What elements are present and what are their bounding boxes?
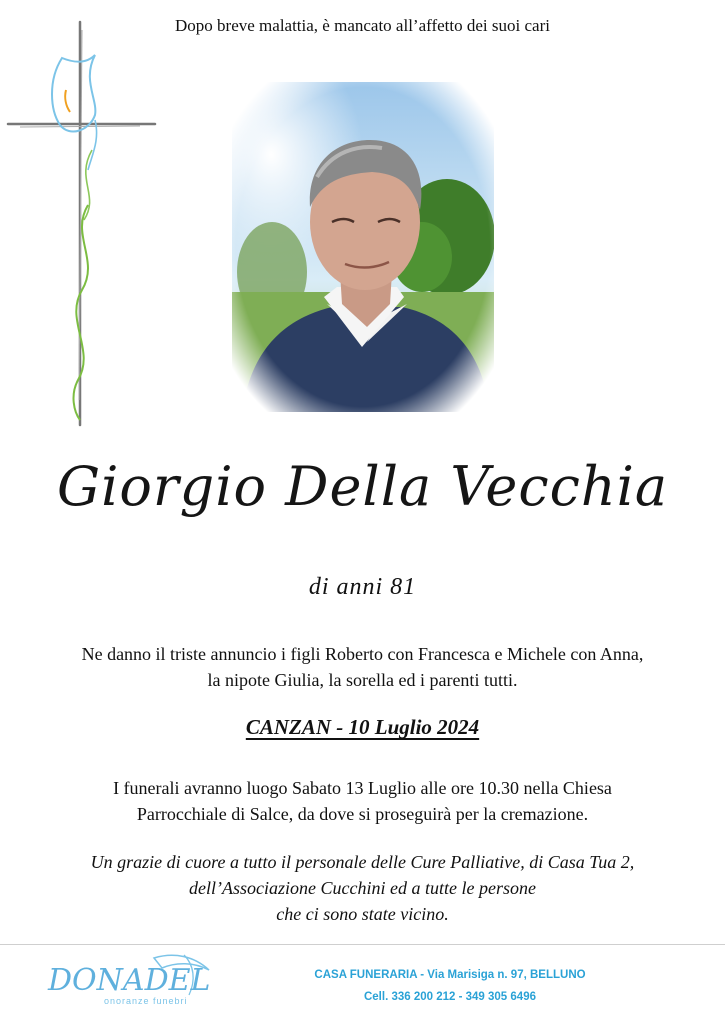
place-date-text: CANZAN - 10 Luglio 2024 (245, 715, 480, 739)
announcement-line: Ne danno il triste annuncio i figli Roberto con Francesca e Michele con Anna, (81, 644, 644, 664)
thanks-text (0, 849, 725, 927)
contact-phone: Cell. 336 200 212 - 349 305 6496 (363, 991, 536, 1003)
funeral-line: Parrocchiale di Salce, da dove si proseguirà per la cremazione. (136, 804, 589, 824)
announcement-text (0, 641, 725, 693)
cross-with-calla-lily-icon (0, 20, 170, 440)
donadel-logo (44, 950, 219, 1012)
deceased-name: Giorgio Della Vecchia (56, 455, 669, 518)
contact-address: CASA FUNERARIA - Via Marisiga n. 97, BELLUNO (314, 969, 586, 981)
portrait-photo (232, 82, 494, 412)
footer-divider (0, 944, 725, 945)
logo-wordmark: DONADEL (48, 963, 211, 998)
place-date (0, 715, 725, 740)
funeral-line: I funerali avranno luogo Sabato 13 Luglio alle ore 10.30 nella Chiesa (113, 778, 612, 798)
thanks-line: che ci sono state vicino. (276, 904, 449, 924)
deceased-age: di anni 81 (308, 574, 417, 600)
thanks-line: Un grazie di cuore a tutto il personale delle Cure Palliative, di Casa Tua 2, (90, 852, 635, 872)
funeral-info (0, 775, 725, 827)
logo-subtitle: onoranze funebri (104, 996, 188, 1006)
footer-contact (280, 964, 620, 1008)
announcement-line: la nipote Giulia, la sorella ed i parenti tutti. (207, 670, 518, 690)
thanks-line: dell’Associazione Cucchini ed a tutte le persone (189, 878, 536, 898)
intro-line: Dopo breve malattia, è mancato all’affetto dei suoi cari (175, 16, 550, 35)
